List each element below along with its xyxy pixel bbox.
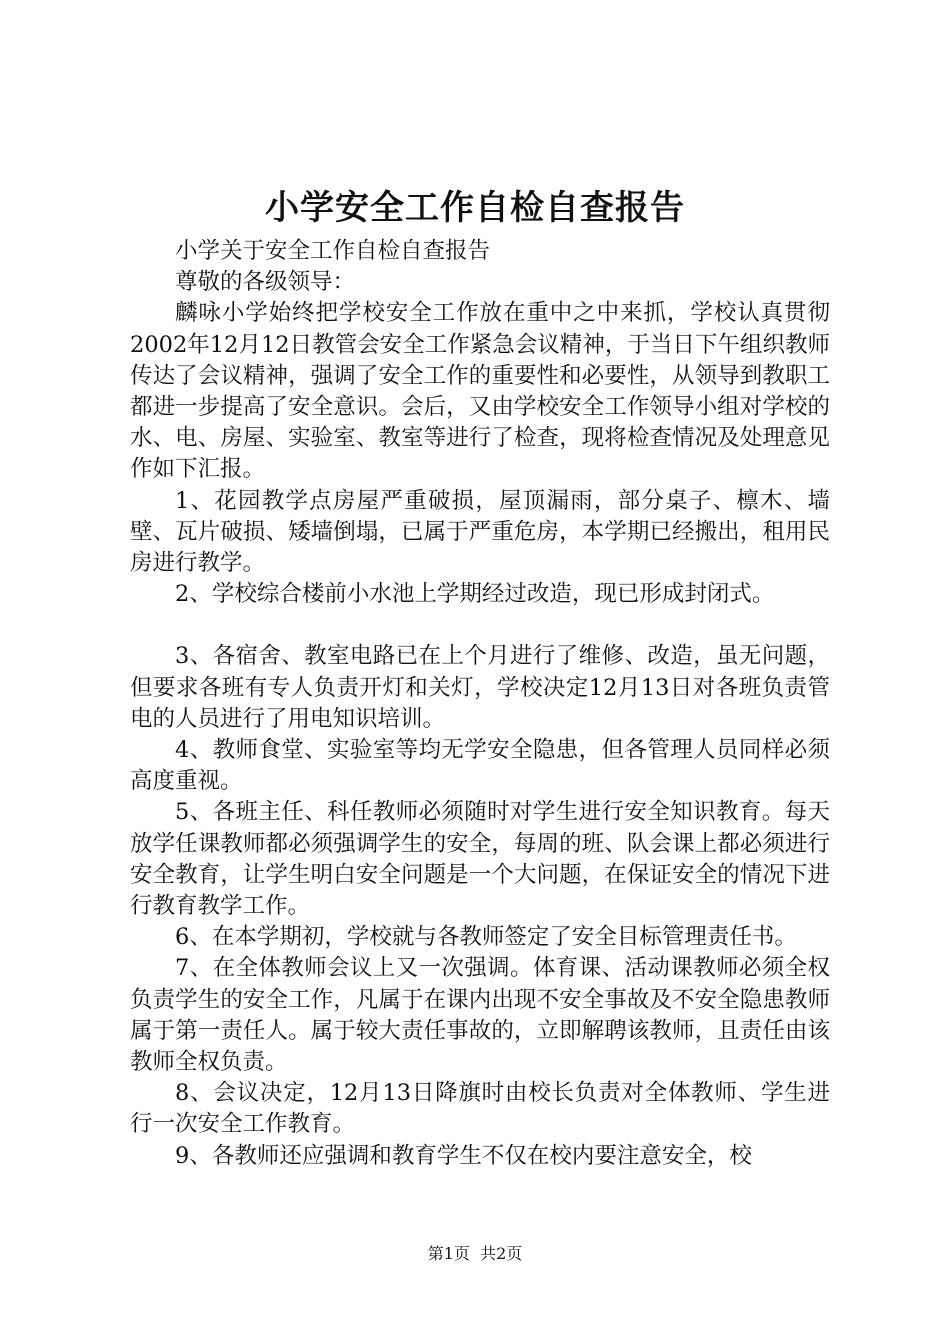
paragraph-item-6: 6、在本学期初，学校就与各教师签定了安全目标管理责任书。 xyxy=(175,924,797,951)
paragraph-item-4: 4、教师食堂、实验室等均无学安全隐患，但各管理人员同样必须高度重视。 xyxy=(130,737,830,795)
paragraph-salutation: 尊敬的各级领导： xyxy=(175,269,356,296)
page-footer: 第1页 共2页 xyxy=(427,1244,523,1263)
paragraph-item-2: 2、学校综合楼前小水池上学期经过改造，现已形成封闭式。 xyxy=(175,581,775,608)
paragraph-item-7: 7、在全体教师会议上又一次强调。体育课、活动课教师必须全权负责学生的安全工作，凡属于在课内出现不安全事故及不安全隐患教师属于第一责任人。属于较大责任事故的，立即解聘该教师，且责任由该教师全权负责。 xyxy=(130,955,830,1076)
paragraph-intro: 麟咏小学始终把学校安全工作放在重中之中来抓，学校认真贯彻2002年12月12日教管会安全工作紧急会议精神，于当日下午组织教师传达了会议精神，强调了安全工作的重要性和必要性，从领导到教职工都进一步提高了安全意识。会后，又由学校安全工作领导小组对学校的水、电、房屋、实验室、教室等进行了检查，现将检查情况及处理意见作如下汇报。 xyxy=(130,300,830,483)
paragraph-item-1: 1、花园教学点房屋严重破损，屋顶漏雨，部分桌子、檩木、墙壁、瓦片破损、矮墙倒塌，已属于严重危房，本学期已经搬出，租用民房进行教学。 xyxy=(130,487,830,577)
paragraph-item-8: 8、会议决定，12月13日降旗时由校长负责对全体教师、学生进行一次安全工作教育。 xyxy=(130,1080,830,1138)
document-body xyxy=(130,236,830,1172)
paragraph-item-3: 3、各宿舍、教室电路已在上个月进行了维修、改造，虽无问题，但要求各班有专人负责开灯和关灯，学校决定12月13日对各班负责管电的人员进行了用电知识培训。 xyxy=(130,643,830,732)
paragraph-subtitle: 小学关于安全工作自检自查报告 xyxy=(175,238,491,264)
document-title: 小学安全工作自检自查报告 xyxy=(265,188,685,228)
paragraph-item-9: 9、各教师还应强调和教育学生不仅在校内要注意安全，校 xyxy=(175,1142,752,1169)
paragraph-item-5: 5、各班主任、科任教师必须随时对学生进行安全知识教育。每天放学任课教师都必须强调学生的安全，每周的班、队会课上都必须进行安全教育，让学生明白安全问题是一个大问题，在保证安全的情况下进行教育教学工作。 xyxy=(130,799,830,920)
